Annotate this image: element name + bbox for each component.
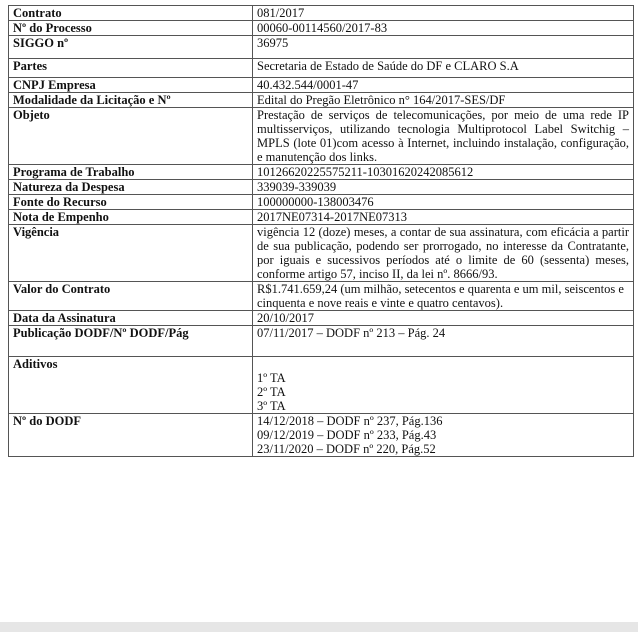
row-label: Nota de Empenho [9,210,253,225]
table-row [9,165,634,180]
row-label: SIGGO nº [9,36,253,59]
row-value: Edital do Pregão Eletrônico n° 164/2017-SES/DF [253,93,634,108]
row-label: Fonte do Recurso [9,195,253,210]
table-row [9,195,634,210]
table-row [9,78,634,93]
row-label: Publicação DODF/Nº DODF/Pág [9,326,253,357]
table-row [9,108,634,165]
row-label: CNPJ Empresa [9,78,253,93]
table-row [9,414,634,457]
row-label: Contrato [9,6,253,21]
row-value: 2017NE07314-2017NE07313 [253,210,634,225]
row-label: Data da Assinatura [9,311,253,326]
table-row [9,36,634,59]
row-label: Modalidade da Licitação e Nº [9,93,253,108]
row-label: Natureza da Despesa [9,180,253,195]
row-label: Programa de Trabalho [9,165,253,180]
page-bottom-band [0,622,638,632]
row-value: 07/11/2017 – DODF nº 213 – Pág. 24 [253,326,634,357]
table-row [9,225,634,282]
row-value: 339039-339039 [253,180,634,195]
row-value: 40.432.544/0001-47 [253,78,634,93]
row-value: R$1.741.659,24 (um milhão, setecentos e quarenta e um mil, seiscentos e cinquenta e nove reais e vinte e quatro centavos). [253,282,634,311]
row-value: 20/10/2017 [253,311,634,326]
row-value: vigência 12 (doze) meses, a contar de sua assinatura, com eficácia a partir de sua publicação, podendo ser prorrogado, no interesse da Contratante, por iguais e sucessivos períodos até o limite de 60 (sessenta) meses, conforme artigo 57, inciso II, da lei nº. 8666/93. [253,225,634,282]
table-row [9,6,634,21]
row-value: 081/2017 [253,6,634,21]
table-row [9,180,634,195]
row-value: 1º TA 2º TA 3º TA [253,357,634,414]
row-value: 100000000-138003476 [253,195,634,210]
table-row [9,59,634,78]
row-label: Partes [9,59,253,78]
contract-info-table [8,5,634,457]
row-label: Aditivos [9,357,253,414]
row-value: Secretaria de Estado de Saúde do DF e CLARO S.A [253,59,634,78]
table-row [9,93,634,108]
row-value: 36975 [253,36,634,59]
row-value: 00060-00114560/2017-83 [253,21,634,36]
row-value: 10126620225575211-10301620242085612 [253,165,634,180]
table-row [9,311,634,326]
row-label: Nº do DODF [9,414,253,457]
table-row [9,326,634,357]
row-label: Valor do Contrato [9,282,253,311]
row-label: Nº do Processo [9,21,253,36]
table-row [9,282,634,311]
table-row [9,21,634,36]
table-row [9,210,634,225]
row-label: Objeto [9,108,253,165]
table-row [9,357,634,414]
row-value: 14/12/2018 – DODF nº 237, Pág.136 09/12/2019 – DODF nº 233, Pág.43 23/11/2020 – DODF nº 220, Pág.52 [253,414,634,457]
row-value: Prestação de serviços de telecomunicações, por meio de uma rede IP multisserviços, utilizando tecnologia Multiprotocol Label Switchig – MPLS (lote 01)com acesso à Internet, incluindo instalação, configuração, e manutenção dos links. [253,108,634,165]
row-label: Vigência [9,225,253,282]
